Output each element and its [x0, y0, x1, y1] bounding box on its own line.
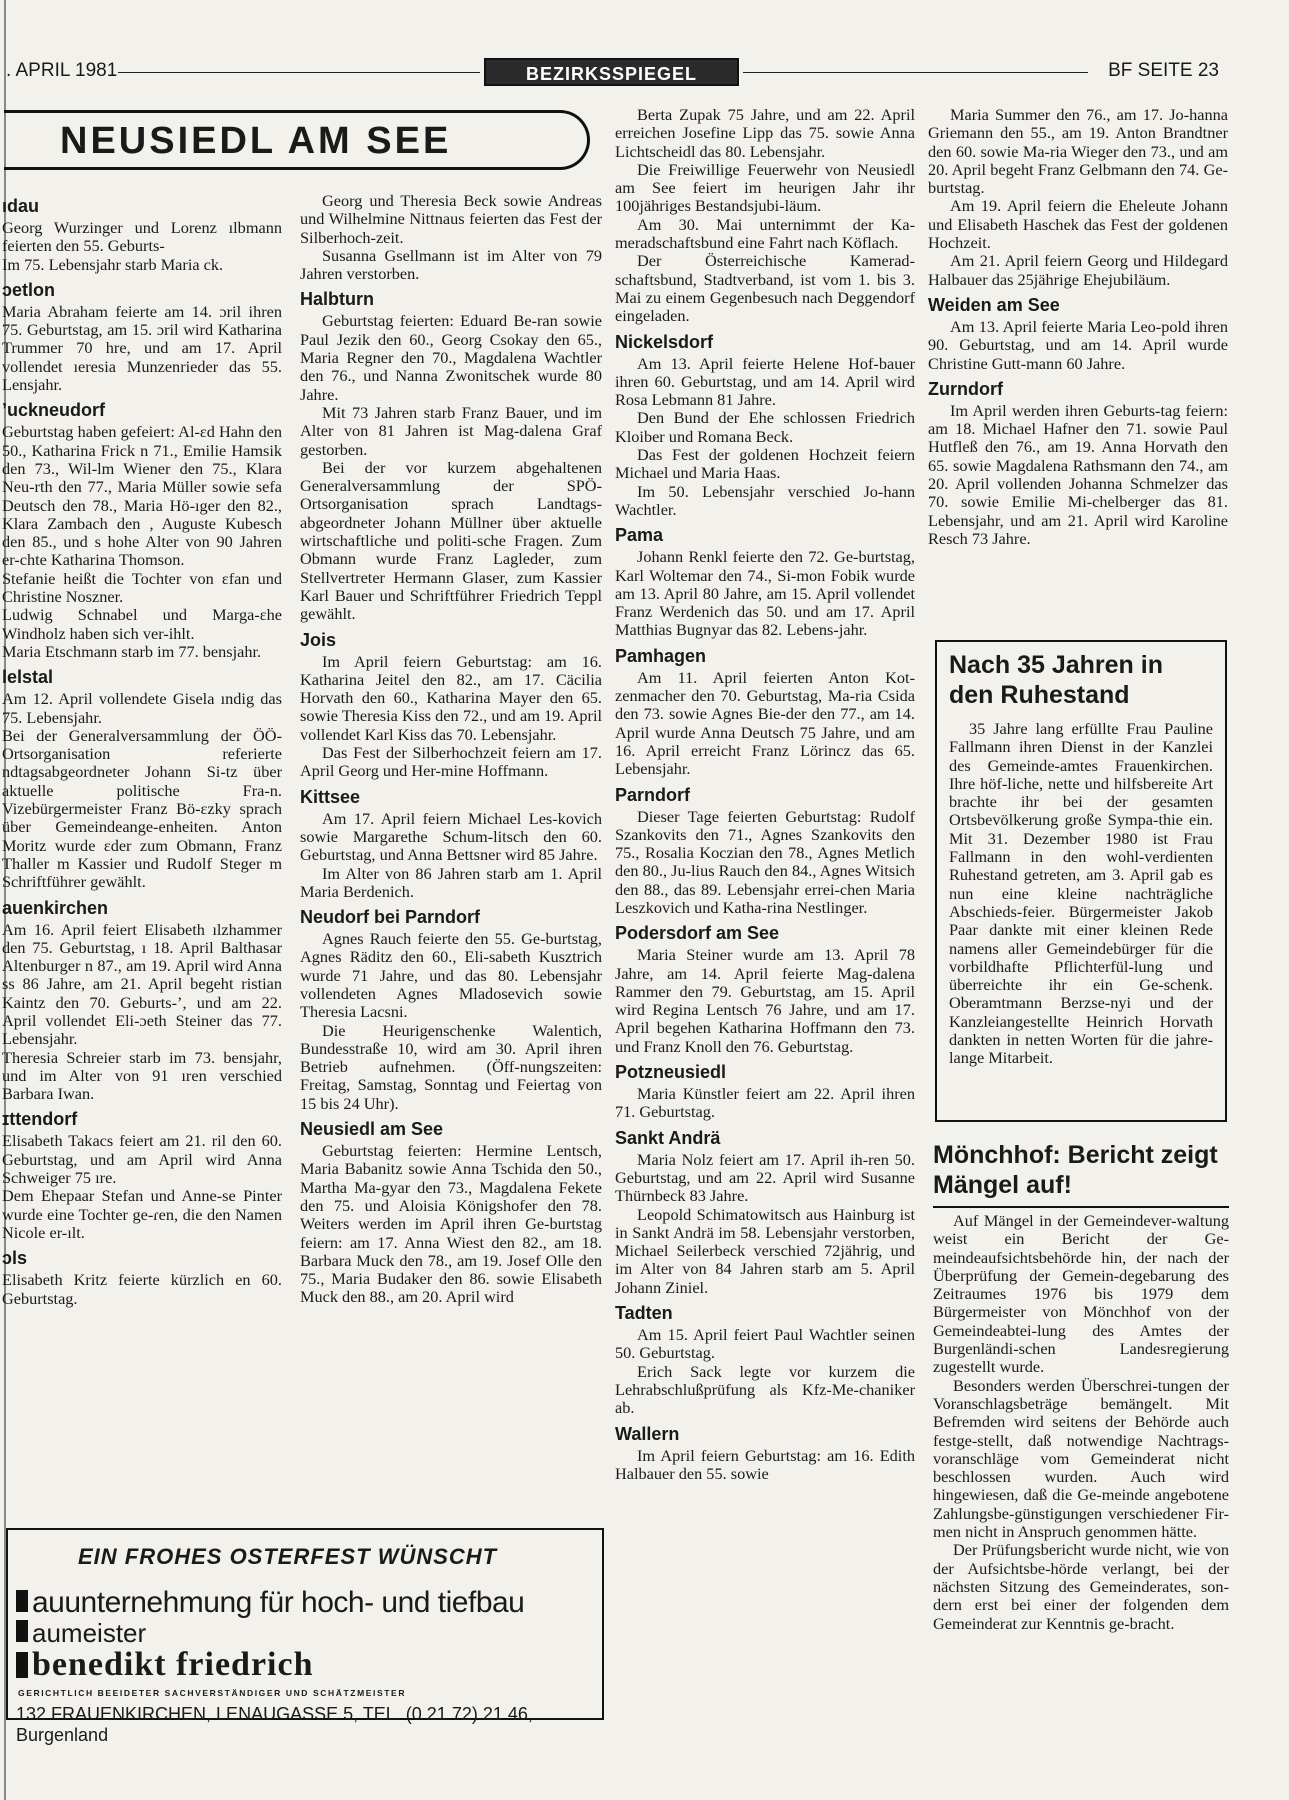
section-heading: Zurndorf [928, 378, 1003, 399]
paragraph: Am 21. April feiern Georg und Hildegard Halbauer das 25jährige Ehejubiläum. [928, 251, 1228, 289]
paragraph: Elisabeth Takacs feiert am 21. ril den 60. Geburtstag, und am April wird Anna Schweiger 75 ıre. [2, 1131, 282, 1188]
paragraph: Maria Steiner wurde am 13. April 78 Jahre, am 14. April feierte Mag-dalena Rammer den 79. Geburtstag, am 15. April wird Regina Lentsch 76 Jahre, und am 17. April begehen Katharina Hoffmann den 73. und Franz Knoll den 76. Geburtstag. [615, 945, 915, 1056]
paragraph: Geburtstag feierten: Hermine Lentsch, Maria Babanitz sowie Anna Tschida den 50., Martha Ma-gyar den 73., Magdalena Fekete den 75. und Aloisia Königshofer den 78. Weiters werden im April ihren Ge-burtstag feiern: am 17. Anna Wiest den 82., am 18. Barbara Muck den 78., am 19. Josef Olle den 75., Maria Budaker den 86. sowie Elisabeth Muck den 88., am 20. April wird [300, 1141, 602, 1307]
section-ls [2, 1247, 282, 1308]
paragraph: Theresia Schreier starb im 73. bensjahr, und im Alter von 91 ıren verschied Barbara Iwan. [2, 1047, 282, 1104]
column-2 [300, 192, 602, 1307]
section-halbturn [300, 288, 602, 623]
column-1 [2, 190, 282, 1308]
section-kittsee [300, 786, 602, 901]
paragraph: Am 11. April feierten Anton Kot-zenmacher den 70. Geburtstag, Ma-ria Csida den 73. sowie Agnes Bie-der den 77., am 14. April wurde Anna Deutsch 75 Jahre, und am 16. April erreicht Franz Lörincz das 65. Lebensjahr. [615, 667, 915, 779]
paragraph: Die Freiwillige Feuerwehr von Neusiedl am See feiert im heurigen Jahr ihr 100jähriges Bestandsjubi-läum. [615, 159, 915, 216]
section-heading: Jois [300, 629, 337, 650]
paragraph: Im April feiern Geburtstag: am 16. Katharina Jeitel den 82., am 17. Cäcilia Horvath den 60., Katharina Mayer den 65. sowie Theresia Kiss den 72., und am 19. April vollendet Karl Kiss das 70. Lebensjahr. [300, 651, 602, 744]
column-3 [615, 106, 915, 1483]
paragraph: Maria Abraham feierte am 14. ɔril ihren 75. Geburtstag, am 15. ɔril wird Katharina Trummer 70 hre, und am 17. April vollendet ıeresia Munzenrieder das 55. Lensjahr. [2, 301, 282, 395]
section-ttendorf [2, 1108, 282, 1242]
paragraph: Am 30. Mai unternimmt der Ka-meradschaftsbund eine Fahrt nach Köflach. [615, 214, 915, 253]
paragraph: Dieser Tage feierten Geburtstag: Rudolf Szankovits den 71., Agnes Szankovits den 75., Rosalia Koczian den 78., Agnes Metlich den 80., Ju-lius Rauch den 84., Agnes Witsich den 88., das 89. Lebensjahr errei-chen Maria Leszkovich und Katha-rina Nestlinger. [615, 806, 915, 917]
paragraph: Am 19. April feiern die Eheleute Johann und Elisabeth Haschek das Fest der goldenen Hochzeit. [928, 196, 1228, 253]
section-heading: ɔetlon [2, 279, 56, 300]
article-title-rule [933, 1206, 1229, 1208]
section-zurndorf [928, 378, 1228, 548]
section-heading: Kittsee [300, 786, 361, 807]
section-heading: lelstal [2, 667, 54, 688]
boxed-article-retirement [935, 640, 1227, 1122]
section-heading: ʼuckneudorf [2, 400, 106, 421]
section-heading: Sankt Andrä [615, 1127, 721, 1148]
section-heading: Wallern [615, 1423, 680, 1444]
header-section-box: BEZIRKSSPIEGEL [484, 58, 739, 86]
section-heading: Neudorf bei Parndorf [300, 907, 481, 928]
section-potzneusiedl [615, 1061, 915, 1122]
paragraph: Geburtstag haben gefeiert: Al-ɛd Hahn den 50., Katharina Frick n 71., Emilie Hamsik den 73., Wil-lm Wiener den 75., Klara Neu-rth den 77., Maria Müller sowie sefa Deutsch den 78., Maria Hö-ıger den 82., Klara Zambach den , Auguste Kubesch den 85., und s hohe Alter von 90 Jahren er-chte Katharina Thomson. [2, 422, 282, 570]
ad-company-line: auunternehmung für hoch- und tiefbau [32, 1586, 525, 1619]
section-pama [615, 524, 915, 639]
paragraph: Berta Zupak 75 Jahre, und am 22. April erreichen Josefine Lipp das 75. sowie Anna Lichtscheidl das 80. Lebensjahr. [615, 105, 915, 161]
paragraph: Im April werden ihren Geburts-tag feiern: am 18. Michael Hafner den 71. sowie Paul Hutfleß den 76., am 19. Anna Horvath den 65. sowie Magdalena Rathsmann den 74., am 20. April vollenden Johanna Schmelzer das 70. sowie Emilie Mi-chelberger das 81. Lebensjahr, und am 21. April wird Karoline Resch 73 Jahre. [928, 400, 1228, 548]
section-lelstal [2, 666, 282, 891]
section-heading: Pamhagen [615, 645, 707, 666]
paragraph: Am 12. April vollendete Gisela ındig das 75. Lebensjahr. [2, 689, 282, 727]
paragraph: Das Fest der Silberhochzeit feiern am 17. April Georg und Her-mine Hoffmann. [300, 743, 602, 781]
section-heading: Pama [615, 525, 664, 546]
section-continued [928, 106, 1228, 289]
section-heading: ɪttendorf [2, 1109, 78, 1130]
section-etlon [2, 279, 282, 394]
boxed-article-title: Nach 35 Jahren in den Ruhestand [949, 651, 1163, 709]
section-heading: auenkirchen [2, 897, 109, 918]
column-4 [928, 106, 1228, 548]
easter-advertisement [6, 1528, 604, 1745]
section-heading: Neusiedl am See [300, 1119, 444, 1140]
paragraph: Am 15. April feiert Paul Wachtler seinen 50. Geburtstag. [615, 1325, 915, 1363]
section-heading: ıdau [2, 196, 40, 216]
paragraph: Georg und Theresia Beck sowie Andreas und Wilhelmine Nittnaus feierten das Fest der Silberhoch-zeit. [300, 191, 602, 247]
section-auenkirchen [2, 897, 282, 1104]
paragraph: Besonders werden Überschrei-tungen der Voranschlagsbeträge bemängelt. Mit Befremden wird seitens der Behörde auch festge-stellt, daß notwendige Nachtrags-voranschläge vom Gemeinderat nicht beschlossen wurden. Auch wird hingewiesen, daß die Ge-meinde angebotene Zahlungsbe-günstigungen verschiedener Fir-men nicht in Anspruch genommen hätte. [933, 1375, 1229, 1542]
paragraph: Maria Etschmann starb im 77. bensjahr. [2, 641, 262, 661]
paragraph: Bei der vor kurzem abgehaltenen Generalversammlung der SPÖ-Ortsorganisation sprach Landtags-abgeordneter Johann Müllner über aktuelle wirtschaftliche und politi-sche Fragen. Zum Obmann wurde Franz Lagleder, zum Stellvertreter Hermann Glaser, zum Kassier Karl Bauer und Schriftführer Friedrich Teppl gewählt. [300, 457, 602, 624]
ad-credentials-line: GERICHTLICH BEEIDETER SACHVERSTÄNDIGER UND SCHÄTZMEISTER [18, 1688, 407, 1698]
ad-logo-bar-1 [16, 1590, 28, 1612]
ad-logo-bar-2 [16, 1620, 28, 1642]
section-heading: ɔls [2, 1248, 28, 1269]
banner-title: NEUSIEDL AM SEE [60, 120, 452, 162]
page-header [0, 60, 1289, 92]
paragraph: Maria Nolz feiert am 17. April ih-ren 50. Geburtstag, und am 22. April wird Susanne Thürnbeck 83 Jahre. [615, 1149, 915, 1206]
paragraph: Susanna Gsellmann ist im Alter von 79 Jahren verstorben. [300, 245, 602, 284]
paragraph: Am 13. April feierte Helene Hof-bauer ihren 60. Geburtstag, und am 14. April wird Rosa Lebmann 81 Jahre. [615, 353, 915, 410]
paragraph: Mit 73 Jahren starb Franz Bauer, und im Alter von 81 Jahren ist Mag-dalena Graf gestorben. [300, 402, 602, 459]
paragraph: Im April feiern Geburtstag: am 16. Edith Halbauer den 55. sowie [615, 1445, 915, 1483]
paragraph: Bei der Generalversammlung der ÖÖ-Ortsorganisation referierte ndtagsabgeordneter Johann Si-tz über aktuelle politische Fra-n. Vizebürgermeister Franz Bö-ɛzky sprach über Gemeindeange-enheiten. Anton Moritz wurde ɛder zum Obmann, Franz Thaller m Kassier und Rudolf Steger m Schriftführer gewählt. [2, 725, 282, 892]
section-heading: Weiden am See [928, 294, 1060, 315]
paragraph: Die Heurigenschenke Walentich, Bundesstraße 10, wird am 30. April ihren Betrieb aufnehmen. (Öff-nungszeiten: Freitag, Samstag, Sonntag und Feiertag von 15 bis 24 Uhr). [300, 1020, 602, 1113]
section-wallern [615, 1423, 915, 1484]
paragraph: Agnes Rauch feierte den 55. Ge-burtstag, Agnes Räditz den 60., Eli-sabeth Kusztrich wurde 71 Jahre, und das 80. Lebensjahr vollendeten Agnes Mladosevich sowie Theresia Lacsni. [300, 929, 602, 1022]
section-heading: Halbturn [300, 289, 374, 310]
paragraph: Den Bund der Ehe schlossen Friedrich Kloiber und Romana Beck. [615, 408, 915, 446]
section-heading: Podersdorf am See [615, 923, 780, 944]
section-weiden-am-see [928, 294, 1228, 373]
paragraph: Im 75. Lebensjahr starb Maria ck. [2, 254, 224, 274]
section-neusiedl-am-see [300, 1118, 602, 1307]
paragraph: Dem Ehepaar Stefan und Anne-se Pinter wurde eine Tochter ge-ɾen, die den Namen Nicole er-ılt. [2, 1186, 282, 1242]
title-banner [4, 110, 594, 174]
ad-address-line: 132 FRAUENKIRCHEN, LENAUGASSE 5, TEL. (0 21 72) 21 46, Burgenland [16, 1704, 533, 1745]
paragraph: Im Alter von 86 Jahren starb am 1. April Maria Berdenich. [300, 863, 602, 901]
paragraph: Maria Künstler feiert am 22. April ihren 71. Geburtstag. [615, 1084, 915, 1122]
ad-name-line: benedikt friedrich [32, 1646, 314, 1683]
article-moenchhof [933, 1140, 1229, 1633]
paragraph: Johann Renkl feierte den 72. Ge-burtstag, Karl Woltemar den 74., Si-mon Fobik wurde am 13. April 80 Jahre, am 15. April vollendet Franz Werdenich das 50. und am 17. April Matthias Bugnyar das 82. Lebens-jahr. [615, 547, 915, 640]
article-moenchhof-title: Mönchhof: Bericht zeigt Mängel auf! [933, 1141, 1218, 1199]
section-heading: Parndorf [615, 784, 691, 805]
section-sankt-andra [615, 1127, 915, 1297]
section-uckneudorf [2, 399, 282, 661]
section-heading: Tadten [615, 1303, 673, 1324]
paragraph: Leopold Schimatowitsch aus Hainburg ist in Sankt Andrä im 58. Lebensjahr verstorben, Michael Seilerbeck verschied 72jährig, und im Alter von 84 Jahren starb am 5. April Johann Ziniel. [615, 1204, 915, 1297]
paragraph: Der Prüfungsbericht wurde nicht, wie von der Aufsichtsbe-hörde verlangt, bei der nächsten Sitzung des Gemeinderates, son-dern erst bei einer der folgenden dem Gemeinderat zur Kenntnis ge-bracht. [933, 1540, 1229, 1633]
section-tadten [615, 1302, 915, 1417]
paragraph: Am 16. April feiert Elisabeth ılzhammer den 75. Geburtstag, ı 18. April Balthasar Altenburger n 87., am 19. April wird Anna ss 86 Jahre, am 21. April begeht ristian Kaintz den 70. Geburts-ʼ, und am 22. April vollendet Eli-ɔeth Steiner das 77. Lebensjahr. [2, 919, 282, 1049]
section-continued [615, 106, 915, 326]
paragraph: Maria Summer den 76., am 17. Jo-hanna Griemann den 55., am 19. Anton Brandtner den 60. sowie Ma-ria Wieger den 73., und am 20. April begeht Franz Gelbmann den 74. Ge-burtstag. [928, 105, 1228, 198]
paragraph: Erich Sack legte vor kurzem die Lehrabschlußprüfung als Kfz-Me-chaniker ab. [615, 1361, 915, 1418]
paragraph: Ludwig Schnabel und Marga-ɛhe Windholz haben sich ver-ihlt. [2, 605, 282, 643]
paragraph: Auf Mängel in der Gemeindever-waltung weist ein Bericht der Ge-meindeaufsichtsbehörde hin, der nach der Überprüfung der Gemein-degebarung des Zeitraumes 1976 bis 1979 dem Bürgermeister von Mönchhof von der Gemeindeabtei-lung des Amtes der Burgenländi-schen Landesregierung zugestellt wurde. [933, 1211, 1229, 1377]
ad-logo-bar-3 [16, 1652, 28, 1678]
section-nickelsdorf [615, 331, 915, 520]
header-date: . APRIL 1981 [6, 60, 118, 81]
section-parndorf [615, 784, 915, 918]
header-rule-right [743, 72, 1088, 73]
paragraph: Georg Wurzinger und Lorenz ılbmann feierten den 55. Geburts- [2, 218, 282, 256]
ad-headline: EIN FROHES OSTERFEST WÜNSCHT [78, 1544, 498, 1569]
section-jois [300, 629, 602, 781]
boxed-article-text: 35 Jahre lang erfüllte Frau Pauline Fallmann ihren Dienst in der Kanzlei des Gemeinde-amtes Frauenkirchen. Ihre höf-liche, nette und hilfsbereite Art brachte ihr bei der gesamten Ortsbevölkerung große Sympa-thie ein. Mit 31. Dezember 1980 ist Frau Fallmann in den wohl-verdienten Ruhestand getreten, am 3. April gab es nun eine kleine nachträgliche Abschieds-feier. Bürgermeister Jakob Paar dankte mit einer kleinen Rede namens aller Gemeindebürger für die vorbildhafte Pflichterfül-lung und überreichte ihr ein Ge-schenk. Oberamtmann Berzse-nyi und der Kanzleiangestellte Heinrich Horvath dankten in netten Worten für die jahre-lange Mitarbeit. [949, 719, 1213, 1068]
section-pamhagen [615, 645, 915, 779]
section-neudorf-bei-parndorf [300, 906, 602, 1113]
section-dau [2, 195, 282, 274]
section-heading: Potzneusiedl [615, 1062, 727, 1083]
section-continued [300, 192, 602, 283]
paragraph: Am 17. April feiern Michael Les-kovich sowie Margarethe Schum-litsch den 60. Geburtstag, und Anna Bettsner wird 85 Jahre. [300, 808, 602, 865]
paragraph: Der Österreichische Kamerad-schaftsbund, Stadtverband, ist vom 1. bis 3. Mai zu einem Gegenbesuch nach Deggendorf eingeladen. [615, 251, 915, 326]
header-page-number: BF SEITE 23 [1108, 60, 1219, 81]
paragraph: Elisabeth Kritz feierte kürzlich en 60. Geburtstag. [2, 1270, 282, 1308]
section-podersdorf-am-see [615, 922, 915, 1056]
header-rule-left [118, 72, 480, 73]
ad-title-line: aumeister [32, 1618, 147, 1648]
section-heading: Nickelsdorf [615, 331, 714, 352]
paragraph: Im 50. Lebensjahr verschied Jo-hann Wachtler. [615, 481, 915, 519]
paragraph: Stefanie heißt die Tochter von ɛfan und Christine Noszner. [2, 568, 282, 607]
paragraph: Geburtstag feierten: Eduard Be-ran sowie Paul Jezik den 60., Georg Csokay den 65., Maria Regner den 70., Magdalena Wachtler den 76., und Nanna Zwonitschek wurde 80 Jahre. [300, 311, 602, 404]
paragraph: Das Fest der goldenen Hochzeit feiern Michael und Maria Haas. [615, 445, 915, 483]
paragraph: Am 13. April feierte Maria Leo-pold ihren 90. Geburtstag, und am 14. April wurde Christine Gutt-mann 60 Jahre. [928, 316, 1228, 373]
